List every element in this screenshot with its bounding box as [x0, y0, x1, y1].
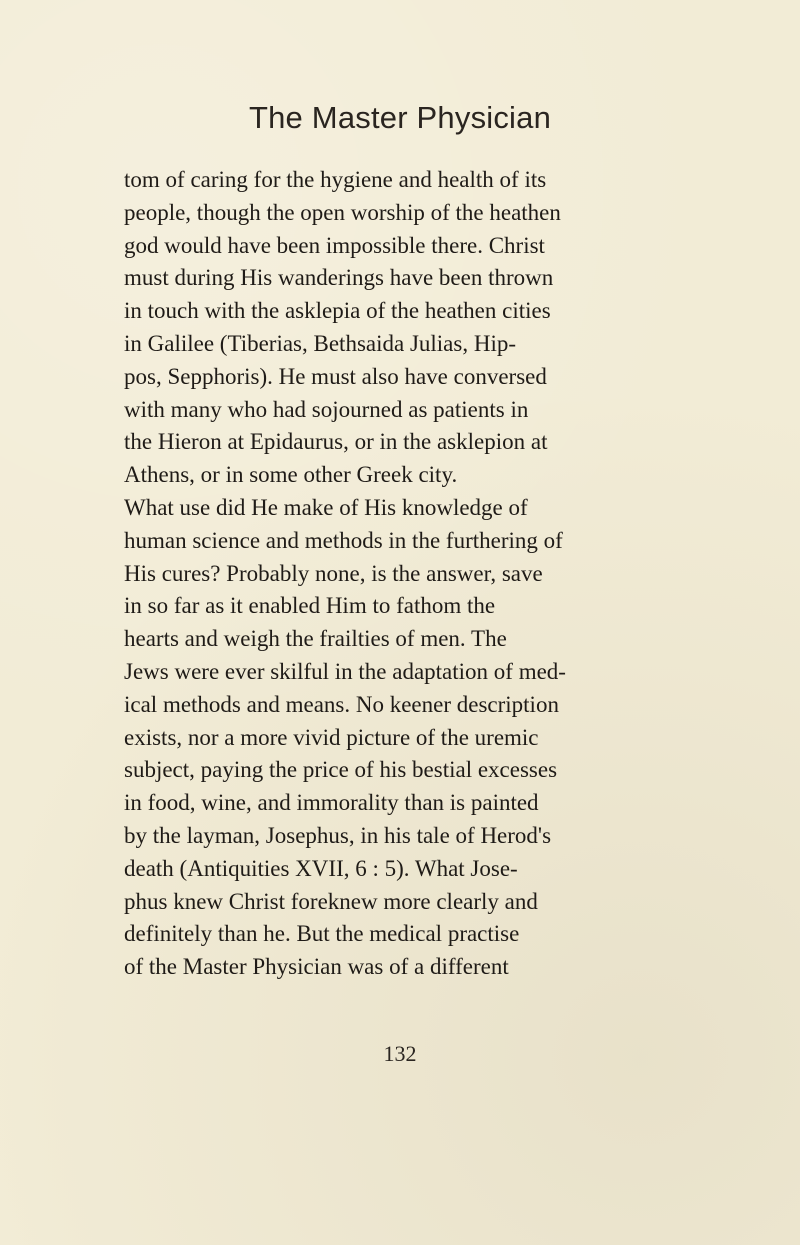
body-text	[124, 164, 710, 984]
text-line: death (Antiquities XVII, 6 : 5). What Jose-	[124, 855, 518, 881]
text-line: phus knew Christ foreknew more clearly and	[124, 888, 538, 914]
text-line: the Hieron at Epidaurus, or in the asklepion at	[124, 429, 548, 455]
text-line: in so far as it enabled Him to fathom the	[124, 593, 496, 619]
text-line: tom of caring for the hygiene and health of its	[124, 167, 547, 192]
text-line: in food, wine, and immorality than is painted	[124, 790, 539, 816]
text-line: Jews were ever skilful in the adaptation of med-	[124, 658, 566, 684]
text-line: ical methods and means. No keener description	[124, 691, 559, 717]
text-line: His cures? Probably none, is the answer, save	[124, 560, 543, 586]
text-line: in Galilee (Tiberias, Bethsaida Julias, Hip-	[124, 330, 516, 356]
text-line: definitely than he. But the medical practise	[124, 921, 520, 947]
text-line: god would have been impossible there. Christ	[124, 232, 545, 258]
text-line: hearts and weigh the frailties of men. The	[124, 626, 507, 652]
page-number: 132	[383, 1041, 417, 1066]
text-line: exists, nor a more vivid picture of the uremic	[124, 724, 539, 750]
text-line: Athens, or in some other Greek city.	[124, 462, 458, 488]
text-line: human science and methods in the furthering of	[124, 527, 563, 553]
text-line: of the Master Physician was of a different	[124, 954, 509, 980]
text-line: What use did He make of His knowledge of	[124, 494, 528, 520]
text-line: people, though the open worship of the heathen	[124, 199, 561, 225]
text-line: subject, paying the price of his bestial excesses	[124, 757, 558, 783]
text-line: by the layman, Josephus, in his tale of Herod's	[124, 822, 552, 848]
text-line: pos, Sepphoris). He must also have conversed	[124, 363, 547, 389]
text-line: with many who had sojourned as patients in	[124, 396, 529, 422]
text-line: in touch with the asklepia of the heathen cities	[124, 298, 551, 324]
text-line: must during His wanderings have been thrown	[124, 265, 554, 291]
running-head: The Master Physician	[248, 100, 552, 135]
